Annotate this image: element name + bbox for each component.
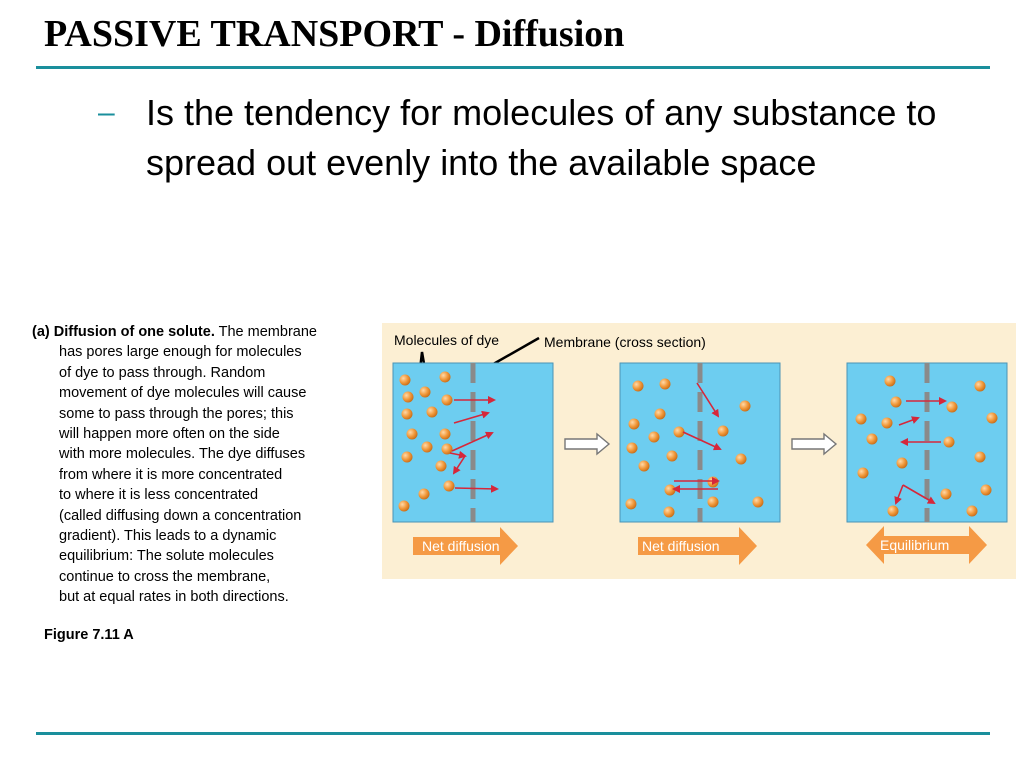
caption-line: gradient). This leads to a dynamic [59,528,277,545]
dye-molecule [444,481,455,492]
dye-molecule [867,434,878,445]
dye-molecule [402,452,413,463]
dye-molecule [639,461,650,472]
dye-molecule [419,489,430,500]
stage-3-container [847,363,1007,522]
dye-molecule [941,489,952,500]
dye-molecule [400,375,411,386]
dye-molecule [660,379,671,390]
dye-molecule [440,429,451,440]
dye-molecule [422,442,433,453]
caption-line: continue to cross the membrane, [59,568,271,585]
dye-molecule [436,461,447,472]
net-diffusion-label-1: Net diffusion [422,538,500,554]
molecules-of-dye-label: Molecules of dye [394,332,500,348]
dye-molecule [420,387,431,398]
figure-caption [32,322,382,608]
dye-molecule [655,409,666,420]
dye-molecule [740,401,751,412]
dye-molecule [885,376,896,387]
stage-1-container [393,363,553,522]
dye-molecule [718,426,729,437]
diffusion-diagram-svg [382,323,1016,579]
dye-molecule [975,381,986,392]
stage-2-container [620,363,780,522]
caption-line: with more molecules. The dye diffuses [59,446,306,463]
dye-molecule [626,499,637,510]
dye-molecule [736,454,747,465]
bullet-dash: – [98,96,115,129]
dye-molecule [633,381,644,392]
caption-line: to where it is less concentrated [59,487,259,504]
dye-molecule [947,402,958,413]
caption-heading: (a) Diffusion of one solute. [32,324,215,340]
dye-molecule [858,468,869,479]
caption-line: movement of dye molecules will cause [59,385,307,402]
dye-molecule [402,409,413,420]
caption-line: from where it is more concentrated [59,466,283,483]
dye-molecule [427,407,438,418]
net-diffusion-label-2: Net diffusion [642,538,720,554]
caption-line: of dye to pass through. Random [59,364,266,381]
top-divider [36,66,990,69]
transition-arrow [565,434,609,454]
red-arrow [455,488,497,489]
dye-molecule [708,477,719,488]
dye-molecule [888,506,899,517]
bullet-text: Is the tendency for molecules of any substance to spread out evenly into the available space [146,92,937,183]
dye-molecule [399,501,410,512]
dye-molecule [708,497,719,508]
dye-molecule [975,452,986,463]
caption-line-text: The membrane [218,324,317,340]
dye-molecule [649,432,660,443]
equilibrium-label: Equilibrium [880,537,950,553]
caption-line: (called diffusing down a concentration [59,507,302,524]
caption-line: has pores large enough for molecules [59,344,302,361]
dye-molecule [440,372,451,383]
caption-line: some to pass through the pores; this [59,405,294,422]
dye-molecule [753,497,764,508]
dye-molecule [987,413,998,424]
figure-label: Figure 7.11 A [44,627,134,643]
caption-line: equilibrium: The solute molecules [59,548,274,565]
bottom-divider [36,732,990,735]
dye-molecule [407,429,418,440]
dye-molecule [944,437,955,448]
dye-molecule [664,507,675,518]
dye-molecule [891,397,902,408]
dye-molecule [674,427,685,438]
caption-line-1 [32,322,382,342]
dye-molecule [629,419,640,430]
dye-molecule [627,443,638,454]
membrane-label: Membrane (cross section) [544,334,706,350]
dye-molecule [403,392,414,403]
dye-molecule [967,506,978,517]
dye-molecule [667,451,678,462]
dye-molecule [897,458,908,469]
slide-title: PASSIVE TRANSPORT - Diffusion [44,13,625,55]
caption-line: but at equal rates in both directions. [59,589,289,606]
dye-molecule [665,485,676,496]
transition-arrow [792,434,836,454]
caption-line: will happen more often on the side [59,426,280,443]
diffusion-diagram [382,323,1016,579]
dye-molecule [882,418,893,429]
dye-molecule [981,485,992,496]
dye-molecule [442,395,453,406]
dye-molecule [856,414,867,425]
